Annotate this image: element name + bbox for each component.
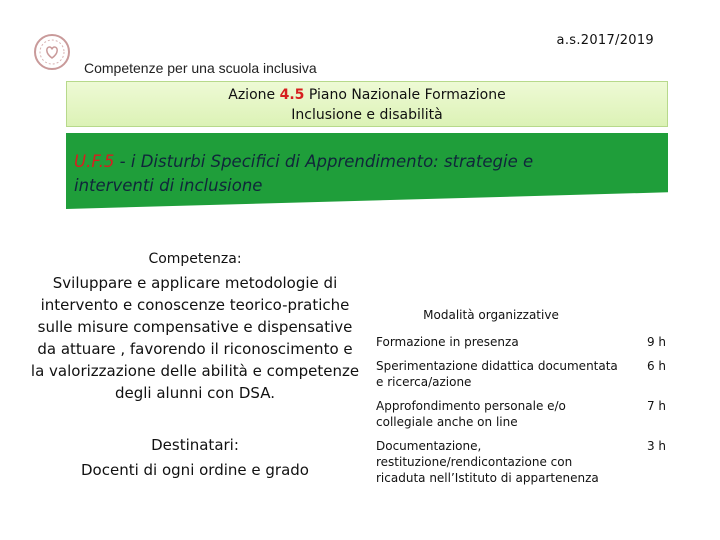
- modalita-row-label: Documentazione, restituzione/rendicontazione con ricaduta nell’Istituto di appartenenza: [376, 439, 599, 485]
- modalita-row-label: Sperimentazione didattica documentata e ricerca/azione: [376, 359, 618, 389]
- modalita-row-hours: 9 h: [646, 335, 666, 349]
- azione-line1: [67, 85, 667, 105]
- modalita-heading: Modalità organizzative: [423, 308, 559, 322]
- competenza-heading: Competenza:: [148, 251, 242, 267]
- azione-box: [66, 81, 668, 127]
- azione-line2: Inclusione e disabilità: [291, 107, 443, 123]
- school-emblem-icon: [33, 33, 71, 71]
- azione-suffix: Piano Nazionale Formazione: [304, 87, 506, 103]
- competenza-text: Sviluppare e applicare metodologie di intervento e conoscenze teorico-pratiche sulle misure compensative e dispensative da attuare , favorendo il riconoscimento e la valorizzazione delle abilità e competenze degli alunni con DSA.: [30, 274, 360, 402]
- uf-title-text: - i Disturbi Specifici di Apprendimento: strategie e interventi di inclusione: [74, 152, 534, 195]
- modalita-row-label: Formazione in presenza: [376, 335, 519, 349]
- modalita-row-hours: 7 h: [646, 399, 666, 413]
- destinatari-heading: Destinatari:: [151, 436, 239, 454]
- uf-title: [74, 150, 594, 198]
- school-year: a.s.2017/2019: [556, 33, 654, 48]
- azione-prefix: Azione: [228, 87, 280, 103]
- uf-code: U.F.5: [74, 152, 115, 171]
- modalita-row-hours: 6 h: [646, 359, 666, 373]
- azione-number: 4.5: [279, 87, 305, 103]
- destinatari-text: Docenti di ogni ordine e grado: [81, 461, 309, 479]
- modalita-row-label: Approfondimento personale e/o collegiale anche on line: [376, 399, 566, 429]
- modalita-row-hours: 3 h: [646, 439, 666, 453]
- page-subtitle: Competenze per una scuola inclusiva: [84, 60, 317, 76]
